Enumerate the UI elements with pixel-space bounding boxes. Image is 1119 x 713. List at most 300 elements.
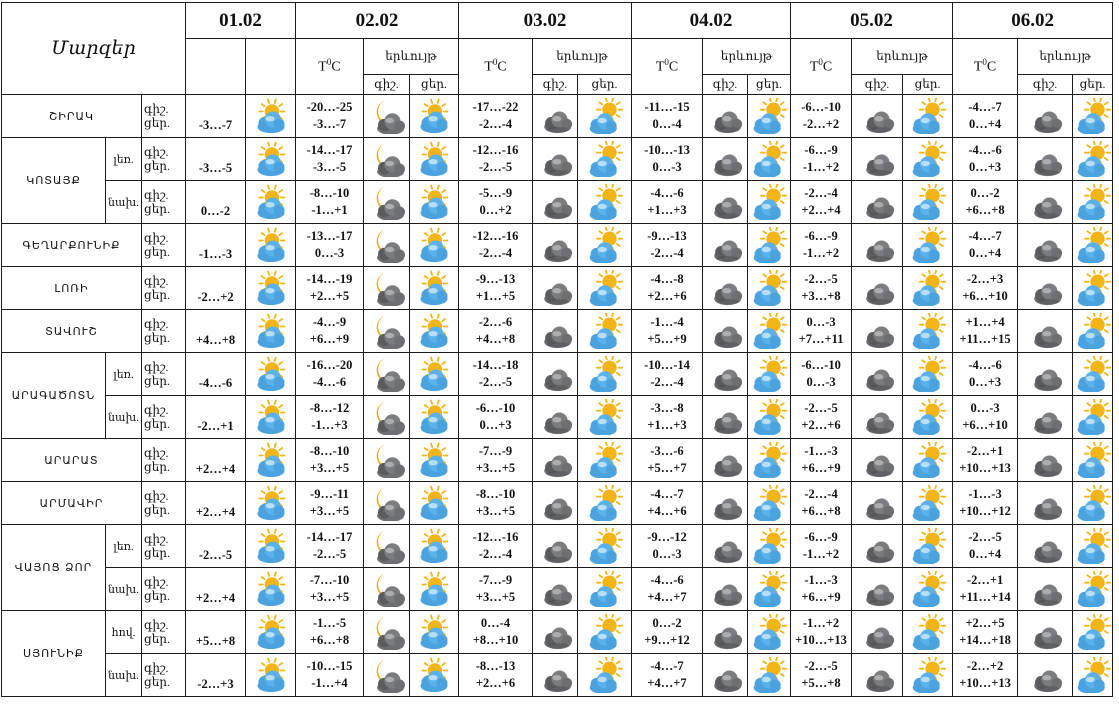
sun-cloud-icon [416, 571, 452, 607]
dark-cloud-icon [859, 313, 895, 349]
dark-cloud-icon [1027, 399, 1063, 435]
sun-rain-cloud-icon [1075, 227, 1111, 263]
sun-rain-cloud-icon [587, 313, 623, 349]
weather-icon-cell [703, 95, 748, 138]
day-night-label: գիշ. ցեր. [142, 138, 186, 181]
dark-cloud-icon [707, 657, 743, 693]
dark-cloud-icon [537, 98, 573, 134]
weather-icon-cell [1018, 95, 1073, 138]
day1-temp: +2…+4 [186, 439, 246, 482]
temp-range: -8…-10 -1…+1 [296, 181, 364, 224]
weather-icon-cell [852, 654, 903, 697]
temp-range: -12…-16 -2…-5 [459, 138, 533, 181]
sun-rain-cloud-icon [910, 614, 946, 650]
dark-cloud-icon [537, 270, 573, 306]
zone-label: լեռ. [106, 525, 142, 568]
sun-cloud-icon [416, 442, 452, 478]
sun-rain-cloud-icon [910, 528, 946, 564]
sun-cloud-icon [253, 184, 289, 220]
dark-cloud-icon [859, 227, 895, 263]
dark-cloud-icon [537, 485, 573, 521]
moon-cloud-icon [369, 270, 405, 306]
weather-icon-cell [364, 568, 410, 611]
sun-cloud-icon [416, 270, 452, 306]
weather-icon-cell [748, 482, 791, 525]
weather-icon-cell [1018, 138, 1073, 181]
region-name: ՍՅՈՒՆԻՔ [2, 611, 106, 697]
weather-icon-cell [578, 267, 632, 310]
temp-range: -1…-3 +6…+9 [791, 439, 852, 482]
temp-range: -2…-4 +6…+8 [791, 482, 852, 525]
temp-range: -14…-19 +2…+5 [296, 267, 364, 310]
weather-icon-cell [903, 224, 953, 267]
temp-range: -7…-9 +3…+5 [459, 568, 533, 611]
temp-range: -4…-7 0…+4 [953, 224, 1018, 267]
region-row [2, 654, 1113, 697]
dark-cloud-icon [1027, 614, 1063, 650]
day1-temp: -3…-7 [186, 95, 246, 138]
moon-cloud-icon [369, 141, 405, 177]
weather-icon-cell [578, 95, 632, 138]
day-night-label: գիշ. ցեր. [142, 482, 186, 525]
sun-rain-cloud-icon [910, 98, 946, 134]
sun-rain-cloud-icon [910, 184, 946, 220]
region-name: ԳԵՂԱՐՔՈՒՆԻՔ [2, 224, 142, 267]
weather-icon-cell [410, 310, 459, 353]
day1-temp: -2…+3 [186, 654, 246, 697]
dark-cloud-icon [859, 442, 895, 478]
region-name: ԱՐԱՐԱՏ [2, 439, 142, 482]
dark-cloud-icon [859, 184, 895, 220]
region-row [2, 353, 1113, 396]
region-row [2, 611, 1113, 654]
weather-icon-cell [578, 654, 632, 697]
region-row [2, 568, 1113, 611]
dark-cloud-icon [1027, 313, 1063, 349]
weather-icon-cell [1018, 439, 1073, 482]
temp-range: -2…-5 +2…+6 [791, 396, 852, 439]
sun-cloud-icon [253, 356, 289, 392]
day1-temp: +2…+4 [186, 568, 246, 611]
weather-icon-cell [533, 138, 578, 181]
temp-range: -8…-13 +2…+6 [459, 654, 533, 697]
weather-icon-cell [1073, 654, 1113, 697]
weather-icon-cell [703, 310, 748, 353]
weather-icon-cell [246, 224, 296, 267]
date-header: 06.02 [953, 3, 1113, 39]
weather-icon-cell [903, 611, 953, 654]
weather-icon-cell [1018, 396, 1073, 439]
zone-label: նախ. [106, 181, 142, 224]
moon-cloud-icon [369, 399, 405, 435]
weather-icon-cell [748, 181, 791, 224]
region-row [2, 310, 1113, 353]
temp-range: -5…-9 0…+2 [459, 181, 533, 224]
temp-range: -9…-13 +1…+5 [459, 267, 533, 310]
weather-icon-cell [748, 525, 791, 568]
region-row [2, 482, 1113, 525]
header-row-dates [2, 3, 1113, 39]
temperature-header: $T^0C$ [791, 39, 852, 95]
moon-cloud-icon [369, 184, 405, 220]
temp-range: -2…+3 +6…+10 [953, 267, 1018, 310]
weather-icon-cell [852, 267, 903, 310]
weather-icon-cell [410, 138, 459, 181]
sun-rain-cloud-icon [587, 571, 623, 607]
day-night-label: գիշ. ցեր. [142, 224, 186, 267]
region-row [2, 138, 1113, 181]
dark-cloud-icon [859, 657, 895, 693]
dark-cloud-icon [707, 270, 743, 306]
temp-range: -17…-22 -2…-4 [459, 95, 533, 138]
zone-label: հով. [106, 611, 142, 654]
weather-icon-cell [246, 181, 296, 224]
dark-cloud-icon [537, 442, 573, 478]
sun-rain-cloud-icon [910, 270, 946, 306]
temp-range: -2…-6 +4…+8 [459, 310, 533, 353]
sun-cloud-icon [416, 356, 452, 392]
dark-cloud-icon [859, 270, 895, 306]
weather-icon-cell [852, 353, 903, 396]
weather-icon-cell [748, 95, 791, 138]
sun-rain-cloud-icon [751, 184, 787, 220]
blank-header [186, 39, 246, 95]
phenomenon-header: երևույթ [1018, 39, 1113, 75]
weather-icon-cell [364, 611, 410, 654]
weather-icon-cell [703, 138, 748, 181]
sun-rain-cloud-icon [587, 528, 623, 564]
sun-rain-cloud-icon [587, 98, 623, 134]
region-name: ԱՐՄԱՎԻՐ [2, 482, 142, 525]
weather-icon-cell [1073, 181, 1113, 224]
temp-range: 0…-2 +6…+8 [953, 181, 1018, 224]
weather-icon-cell [1018, 611, 1073, 654]
region-row [2, 439, 1113, 482]
day-night-label: գիշ. ցեր. [142, 267, 186, 310]
sun-rain-cloud-icon [751, 614, 787, 650]
weather-icon-cell [748, 224, 791, 267]
temperature-header: $T^0C$ [632, 39, 703, 95]
weather-icon-cell [364, 353, 410, 396]
temp-range: 0…-3 +6…+10 [953, 396, 1018, 439]
moon-cloud-icon [369, 227, 405, 263]
temp-range: -8…-10 +3…+5 [459, 482, 533, 525]
temp-range: -4…-8 +2…+6 [632, 267, 703, 310]
sun-rain-cloud-icon [751, 571, 787, 607]
date-header: 01.02 [186, 3, 296, 39]
weather-icon-cell [533, 224, 578, 267]
day-header: ցեր. [748, 75, 791, 95]
sun-rain-cloud-icon [587, 270, 623, 306]
sun-cloud-icon [253, 313, 289, 349]
temp-range: -9…-11 +3…+5 [296, 482, 364, 525]
zone-label: նախ. [106, 396, 142, 439]
temp-range: -2…-5 +5…+8 [791, 654, 852, 697]
region-row [2, 525, 1113, 568]
dark-cloud-icon [859, 528, 895, 564]
sun-cloud-icon [253, 571, 289, 607]
sun-rain-cloud-icon [1075, 571, 1111, 607]
weather-icon-cell [246, 482, 296, 525]
weather-icon-cell [246, 654, 296, 697]
sun-rain-cloud-icon [1075, 399, 1111, 435]
weather-icon-cell [852, 224, 903, 267]
temp-range: -10…-15 -1…+4 [296, 654, 364, 697]
weather-icon-cell [578, 439, 632, 482]
weather-icon-cell [364, 525, 410, 568]
weather-icon-cell [748, 310, 791, 353]
sun-rain-cloud-icon [910, 227, 946, 263]
weather-icon-cell [852, 138, 903, 181]
dark-cloud-icon [537, 227, 573, 263]
weather-icon-cell [578, 482, 632, 525]
date-header: 04.02 [632, 3, 791, 39]
temp-range: -9…-13 -2…-4 [632, 224, 703, 267]
weather-icon-cell [533, 396, 578, 439]
day-night-label: գիշ. ցեր. [142, 568, 186, 611]
dark-cloud-icon [859, 356, 895, 392]
sun-rain-cloud-icon [751, 270, 787, 306]
dark-cloud-icon [707, 98, 743, 134]
date-header: 05.02 [791, 3, 953, 39]
regions-header: Մարզեր [2, 3, 186, 95]
sun-rain-cloud-icon [1075, 657, 1111, 693]
weather-icon-cell [1073, 310, 1113, 353]
weather-icon-cell [903, 525, 953, 568]
weather-icon-cell [364, 439, 410, 482]
weather-icon-cell [364, 396, 410, 439]
dark-cloud-icon [707, 571, 743, 607]
temp-range: -4…-7 0…+4 [953, 95, 1018, 138]
weather-icon-cell [246, 396, 296, 439]
weather-icon-cell [410, 224, 459, 267]
dark-cloud-icon [859, 399, 895, 435]
temp-range: -6…-10 -2…+2 [791, 95, 852, 138]
sun-cloud-icon [253, 657, 289, 693]
temp-range: -2…-5 +3…+8 [791, 267, 852, 310]
temp-range: +1…+4 +11…+15 [953, 310, 1018, 353]
weather-icon-cell [410, 95, 459, 138]
dark-cloud-icon [1027, 184, 1063, 220]
weather-icon-cell [903, 181, 953, 224]
day1-temp: 0…-2 [186, 181, 246, 224]
weather-icon-cell [903, 482, 953, 525]
day-night-label: գիշ. ցեր. [142, 525, 186, 568]
sun-rain-cloud-icon [1075, 98, 1111, 134]
temperature-header: $T^0C$ [296, 39, 364, 95]
weather-icon-cell [1073, 439, 1113, 482]
weather-icon-cell [533, 310, 578, 353]
weather-icon-cell [703, 611, 748, 654]
weather-icon-cell [903, 267, 953, 310]
temp-range: -14…-18 -2…-5 [459, 353, 533, 396]
moon-cloud-icon [369, 313, 405, 349]
sun-cloud-icon [416, 399, 452, 435]
weather-icon-cell [852, 611, 903, 654]
weather-icon-cell [1073, 95, 1113, 138]
zone-label: նախ. [106, 568, 142, 611]
sun-rain-cloud-icon [751, 528, 787, 564]
weather-icon-cell [703, 482, 748, 525]
blank-header [246, 39, 296, 95]
sun-cloud-icon [416, 657, 452, 693]
phenomenon-header: երևույթ [533, 39, 632, 75]
day-night-label: գիշ. ցեր. [142, 310, 186, 353]
sun-cloud-icon [416, 141, 452, 177]
temperature-header: $T^0C$ [459, 39, 533, 95]
dark-cloud-icon [1027, 442, 1063, 478]
region-name: ԱՐԱԳԱԾՈՏՆ [2, 353, 106, 439]
moon-cloud-icon [369, 485, 405, 521]
dark-cloud-icon [537, 184, 573, 220]
temp-range: -13…-17 0…-3 [296, 224, 364, 267]
weather-icon-cell [852, 525, 903, 568]
weather-icon-cell [533, 568, 578, 611]
weather-icon-cell [703, 267, 748, 310]
sun-rain-cloud-icon [587, 227, 623, 263]
sun-rain-cloud-icon [1075, 485, 1111, 521]
dark-cloud-icon [707, 399, 743, 435]
dark-cloud-icon [537, 141, 573, 177]
weather-icon-cell [903, 353, 953, 396]
dark-cloud-icon [1027, 141, 1063, 177]
sun-cloud-icon [416, 227, 452, 263]
temp-range: -8…-12 -1…+3 [296, 396, 364, 439]
weather-icon-cell [1018, 353, 1073, 396]
sun-rain-cloud-icon [910, 657, 946, 693]
weather-icon-cell [703, 181, 748, 224]
day-night-label: գիշ. ցեր. [142, 396, 186, 439]
weather-icon-cell [410, 181, 459, 224]
weather-icon-cell [852, 396, 903, 439]
temperature-header: $T^0C$ [953, 39, 1018, 95]
sun-rain-cloud-icon [910, 485, 946, 521]
sun-cloud-icon [253, 485, 289, 521]
dark-cloud-icon [707, 313, 743, 349]
temp-range: -6…-9 -1…+2 [791, 525, 852, 568]
sun-cloud-icon [416, 614, 452, 650]
moon-cloud-icon [369, 571, 405, 607]
temp-range: -4…-6 0…+3 [953, 353, 1018, 396]
weather-icon-cell [578, 181, 632, 224]
weather-icon-cell [852, 310, 903, 353]
weather-icon-cell [578, 396, 632, 439]
temp-range: -14…-17 -2…-5 [296, 525, 364, 568]
moon-cloud-icon [369, 614, 405, 650]
weather-icon-cell [364, 95, 410, 138]
weather-icon-cell [364, 138, 410, 181]
weather-icon-cell [410, 611, 459, 654]
day1-temp: -4…-6 [186, 353, 246, 396]
weather-icon-cell [748, 396, 791, 439]
weather-icon-cell [703, 654, 748, 697]
dark-cloud-icon [707, 184, 743, 220]
temp-range: -20…-25 -3…-7 [296, 95, 364, 138]
dark-cloud-icon [1027, 657, 1063, 693]
weather-icon-cell [703, 353, 748, 396]
day1-temp: +4…+8 [186, 310, 246, 353]
temp-range: -4…-6 +4…+7 [632, 568, 703, 611]
sun-rain-cloud-icon [910, 356, 946, 392]
sun-rain-cloud-icon [587, 485, 623, 521]
zone-label: նախ. [106, 654, 142, 697]
weather-icon-cell [533, 95, 578, 138]
dark-cloud-icon [1027, 571, 1063, 607]
weather-icon-cell [410, 654, 459, 697]
region-row [2, 181, 1113, 224]
sun-rain-cloud-icon [751, 442, 787, 478]
dark-cloud-icon [1027, 227, 1063, 263]
region-row [2, 396, 1113, 439]
dark-cloud-icon [707, 227, 743, 263]
phenomenon-header: երևույթ [852, 39, 953, 75]
weather-icon-cell [246, 95, 296, 138]
weather-icon-cell [533, 611, 578, 654]
weather-icon-cell [1018, 482, 1073, 525]
dark-cloud-icon [859, 614, 895, 650]
weather-icon-cell [533, 267, 578, 310]
weather-icon-cell [1018, 267, 1073, 310]
region-name: ԿՈՏԱՅՔ [2, 138, 106, 224]
night-header: գիշ. [1018, 75, 1073, 95]
sun-rain-cloud-icon [587, 184, 623, 220]
weather-icon-cell [748, 439, 791, 482]
dark-cloud-icon [707, 141, 743, 177]
temp-range: -2…-4 +2…+4 [791, 181, 852, 224]
weather-icon-cell [410, 353, 459, 396]
weather-icon-cell [246, 611, 296, 654]
sun-rain-cloud-icon [751, 356, 787, 392]
day1-temp: -1…-3 [186, 224, 246, 267]
temp-range: -14…-17 -3…-5 [296, 138, 364, 181]
sun-cloud-icon [253, 270, 289, 306]
day-night-label: գիշ. ցեր. [142, 95, 186, 138]
temp-range: -1…-3 +6…+9 [791, 568, 852, 611]
dark-cloud-icon [537, 657, 573, 693]
weather-icon-cell [748, 654, 791, 697]
temp-range: -6…-10 0…+3 [459, 396, 533, 439]
weather-icon-cell [748, 568, 791, 611]
sun-rain-cloud-icon [910, 442, 946, 478]
temp-range: -16…-20 -4…-6 [296, 353, 364, 396]
weather-icon-cell [578, 525, 632, 568]
weather-icon-cell [578, 353, 632, 396]
temp-range: -4…-9 +6…+9 [296, 310, 364, 353]
sun-rain-cloud-icon [587, 399, 623, 435]
phenomenon-header: երևույթ [703, 39, 791, 75]
weather-icon-cell [1018, 525, 1073, 568]
dark-cloud-icon [537, 356, 573, 392]
dark-cloud-icon [859, 98, 895, 134]
weather-icon-cell [246, 138, 296, 181]
sun-rain-cloud-icon [910, 141, 946, 177]
day-night-label: գիշ. ցեր. [142, 353, 186, 396]
weather-icon-cell [1073, 224, 1113, 267]
sun-rain-cloud-icon [1075, 614, 1111, 650]
weather-icon-cell [246, 568, 296, 611]
night-header: գիշ. [703, 75, 748, 95]
weather-icon-cell [903, 138, 953, 181]
weather-icon-cell [246, 353, 296, 396]
weather-icon-cell [703, 525, 748, 568]
moon-cloud-icon [369, 356, 405, 392]
region-name: ՎԱՅՈՑ ՁՈՐ [2, 525, 106, 611]
weather-icon-cell [410, 482, 459, 525]
forecast-document [1, 2, 1113, 697]
region-row [2, 267, 1113, 310]
day1-temp: -2…+1 [186, 396, 246, 439]
phenomenon-header: երևույթ [364, 39, 459, 75]
